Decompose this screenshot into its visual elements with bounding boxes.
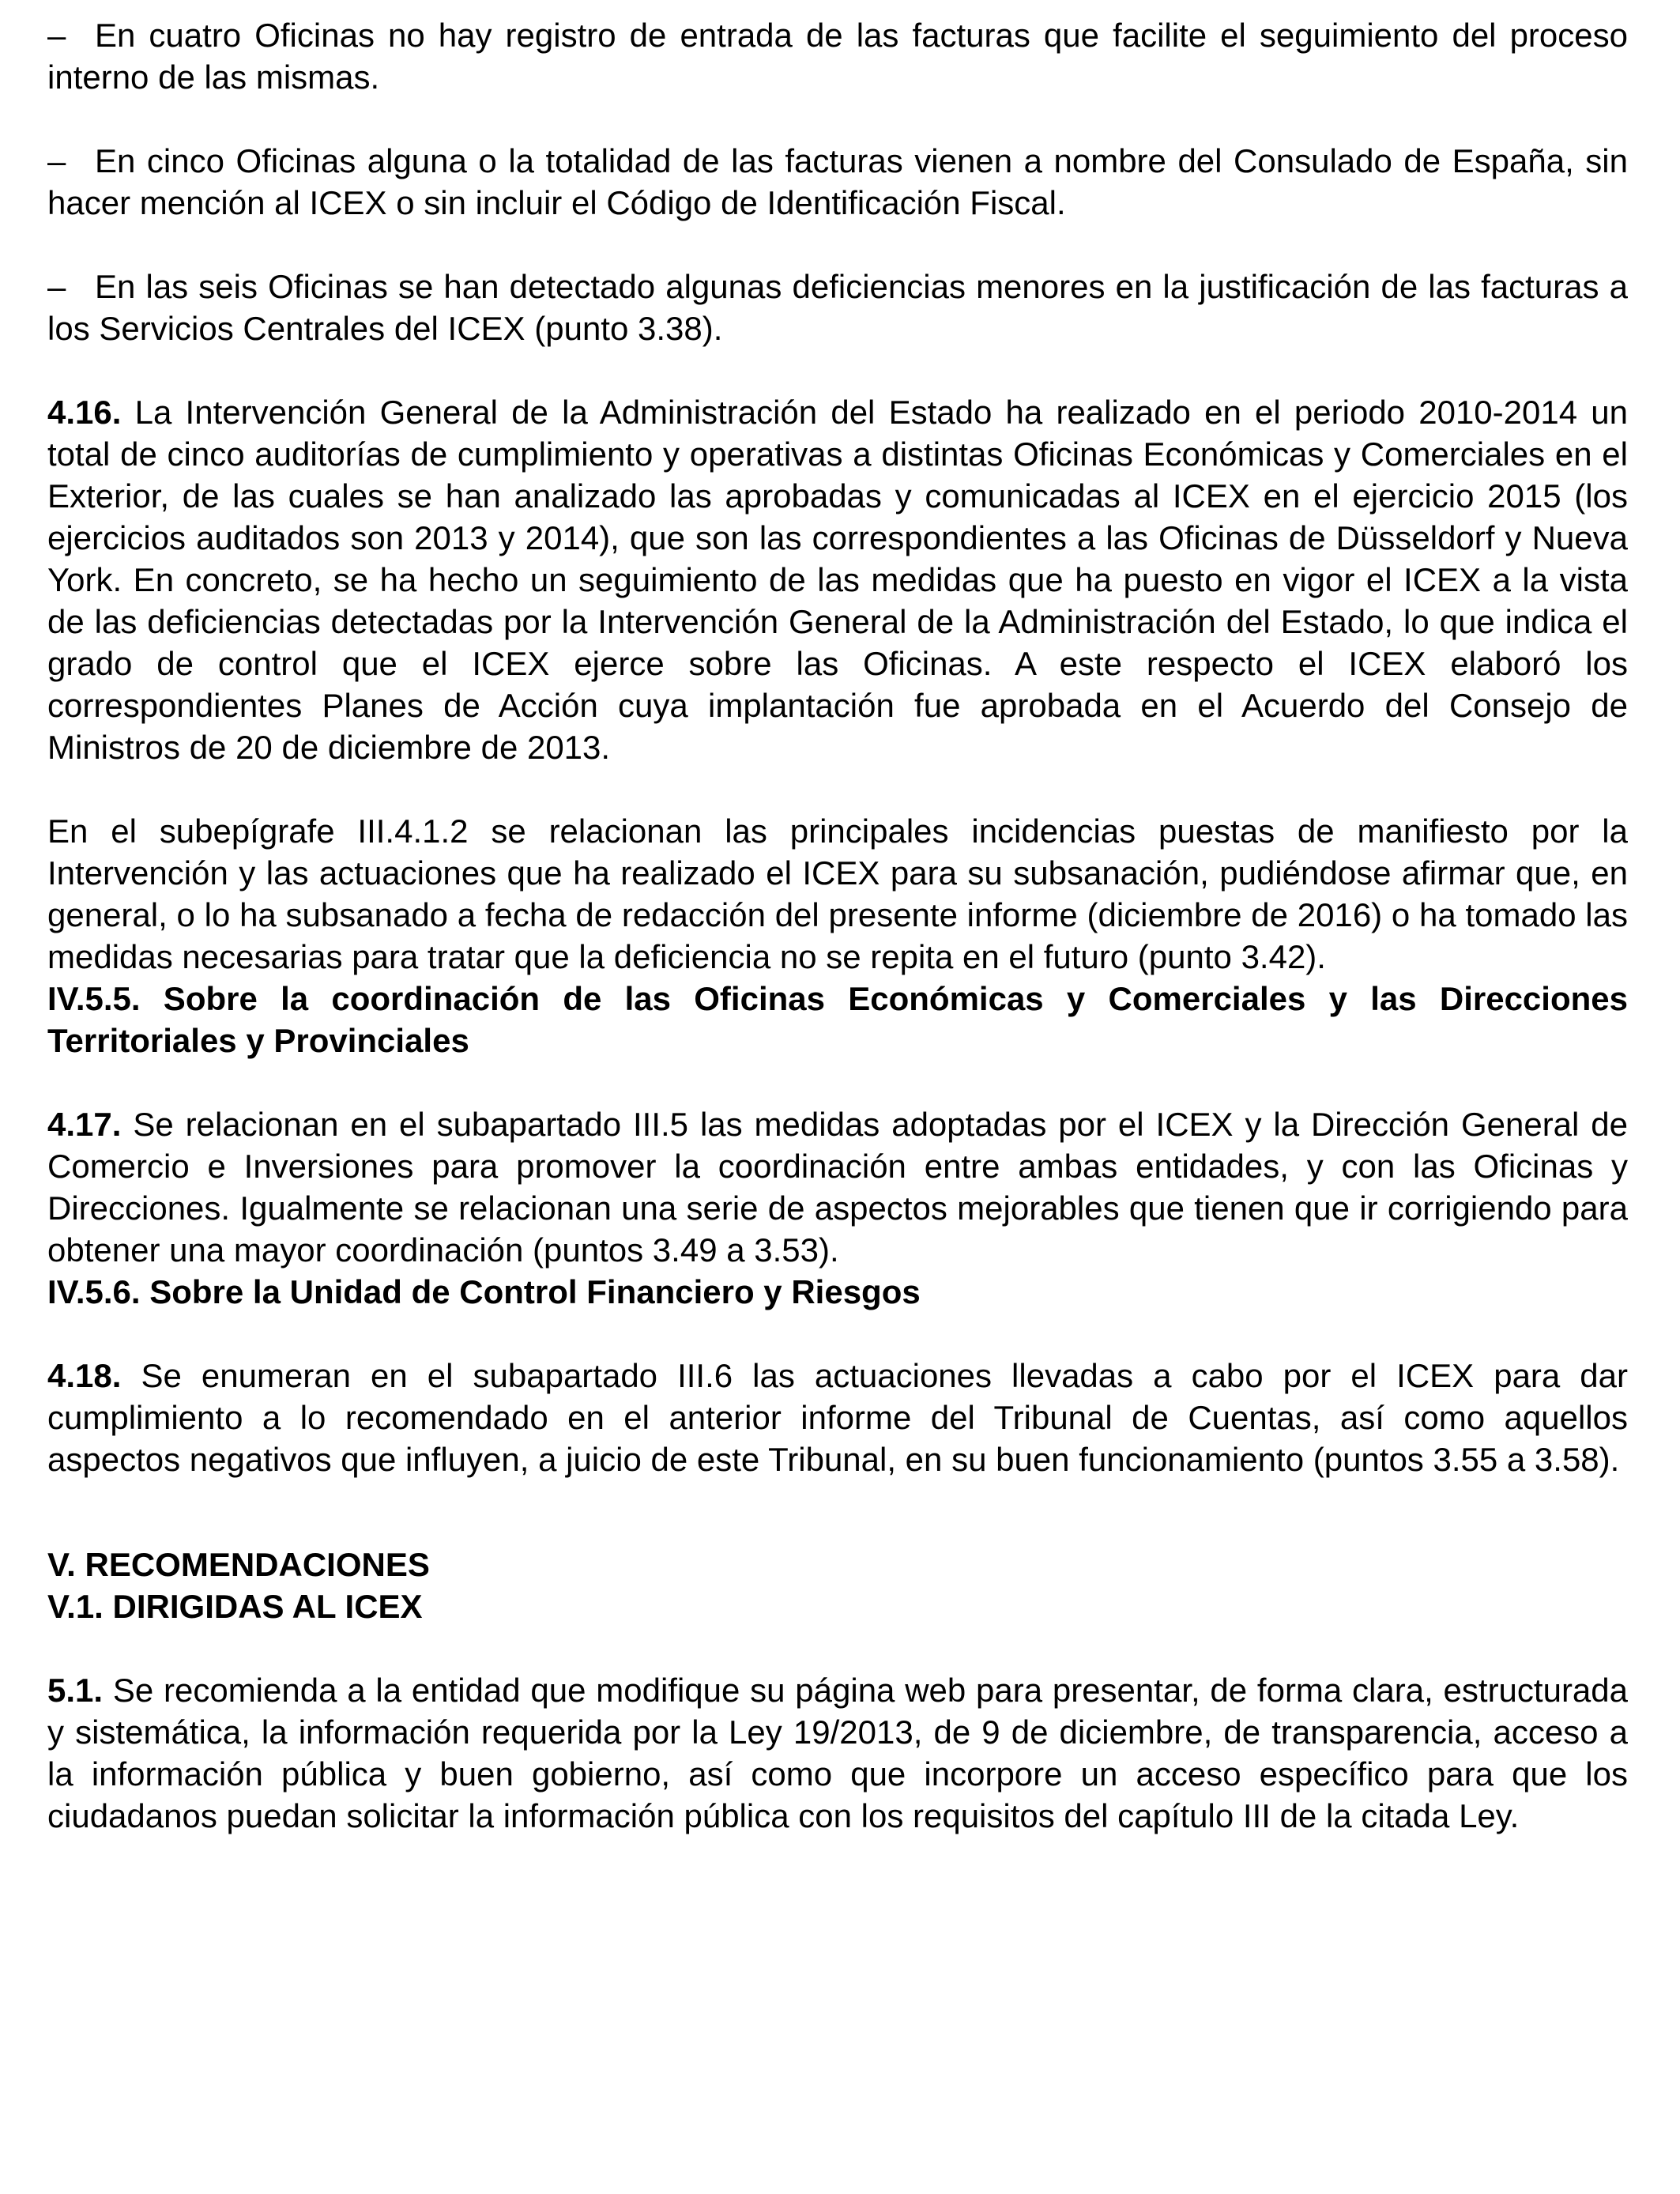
- paragraph-4-18: [47, 1355, 1628, 1480]
- section-heading-v: V. RECOMENDACIONES: [47, 1546, 430, 1583]
- bullet-text: En cuatro Oficinas no hay registro de entrada de las facturas que facilite el seguimiento del proceso interno de las mismas.: [47, 17, 1628, 96]
- paragraph-text: Se relacionan en el subapartado III.5 las medidas adoptadas por el ICEX y la Dirección General de Comercio e Inversiones para promover la coordinación entre ambas entidades, y con las Oficinas y Direcciones. Igualmente se relacionan una serie de aspectos mejorables que tienen que ir corrigiendo para obtener una mayor coordinación (puntos 3.49 a 3.53).: [47, 1106, 1628, 1269]
- paragraph-number: 4.18.: [47, 1357, 122, 1394]
- paragraph-text: Se enumeran en el subapartado III.6 las actuaciones llevadas a cabo por el ICEX para dar cumplimiento a lo recomendado en el anterior informe del Tribunal de Cuentas, así como aquellos aspectos negativos que influyen, a juicio de este Tribunal, en su buen funcionamiento (puntos 3.55 a 3.58).: [47, 1357, 1629, 1478]
- paragraph-4-17: [47, 1103, 1628, 1271]
- paragraph-text: Se recomienda a la entidad que modifique su página web para presentar, de forma clara, estructurada y sistemática, la información requerida por la Ley 19/2013, de 9 de diciembre, de transparencia, acceso a la información pública y buen gobierno, así como que incorpore un acceso específico para que los ciudadanos puedan solicitar la información pública con los requisitos del capítulo III de la citada Ley.: [47, 1672, 1628, 1834]
- paragraph-number: 5.1.: [47, 1672, 104, 1709]
- bullet-item-2: [47, 140, 1628, 224]
- paragraph-number: 4.17.: [47, 1106, 122, 1143]
- bullet-text: En las seis Oficinas se han detectado algunas deficiencias menores en la justificación de las facturas a los Servicios Centrales del ICEX (punto 3.38).: [47, 268, 1628, 347]
- section-heading-v-1: V.1. DIRIGIDAS AL ICEX: [47, 1588, 423, 1625]
- bullet-item-1: [47, 14, 1628, 98]
- paragraph-5-1: [47, 1669, 1628, 1837]
- paragraph-4-16: [47, 391, 1628, 768]
- section-heading-iv-5-5: IV.5.5. Sobre la coordinación de las Oficinas Económicas y Comerciales y las Direcciones Territoriales y Provinciales: [47, 980, 1628, 1059]
- paragraph-subepigrafe: En el subepígrafe III.4.1.2 se relacionan las principales incidencias puestas de manifiesto por la Intervención y las actuaciones que ha realizado el ICEX para su subsanación, pudiéndose afirmar que, en general, o lo ha subsanado a fecha de redacción del presente informe (diciembre de 2016) o ha tomado las medidas necesarias para tratar que la deficiencia no se repita en el futuro (punto 3.42).: [47, 812, 1628, 975]
- document-page: [47, 14, 1628, 1837]
- dash-bullet-icon: –: [47, 142, 66, 179]
- bullet-text: En cinco Oficinas alguna o la totalidad de las facturas vienen a nombre del Consulado de España, sin hacer mención al ICEX o sin incluir el Código de Identificación Fiscal.: [47, 142, 1628, 221]
- section-heading-iv-5-6: IV.5.6. Sobre la Unidad de Control Financiero y Riesgos: [47, 1273, 921, 1310]
- paragraph-text: La Intervención General de la Administración del Estado ha realizado en el periodo 2010-2014 un total de cinco auditorías de cumplimiento y operativas a distintas Oficinas Económicas y Comerciales en el Exterior, de las cuales se han analizado las aprobadas y comunicadas al ICEX en el ejercicio 2015 (los ejercicios auditados son 2013 y 2014), que son las correspondientes a las Oficinas de Düsseldorf y Nueva York. En concreto, se ha hecho un seguimiento de las medidas que ha puesto en vigor el ICEX a la vista de las deficiencias detectadas por la Intervención General de la Administración del Estado, lo que indica el grado de control que el ICEX ejerce sobre las Oficinas. A este respecto el ICEX elaboró los correspondientes Planes de Acción cuya implantación fue aprobada en el Acuerdo del Consejo de Ministros de 20 de diciembre de 2013.: [47, 394, 1629, 766]
- bullet-item-3: [47, 266, 1628, 349]
- dash-bullet-icon: –: [47, 17, 66, 54]
- dash-bullet-icon: –: [47, 268, 66, 305]
- paragraph-number: 4.16.: [47, 394, 122, 431]
